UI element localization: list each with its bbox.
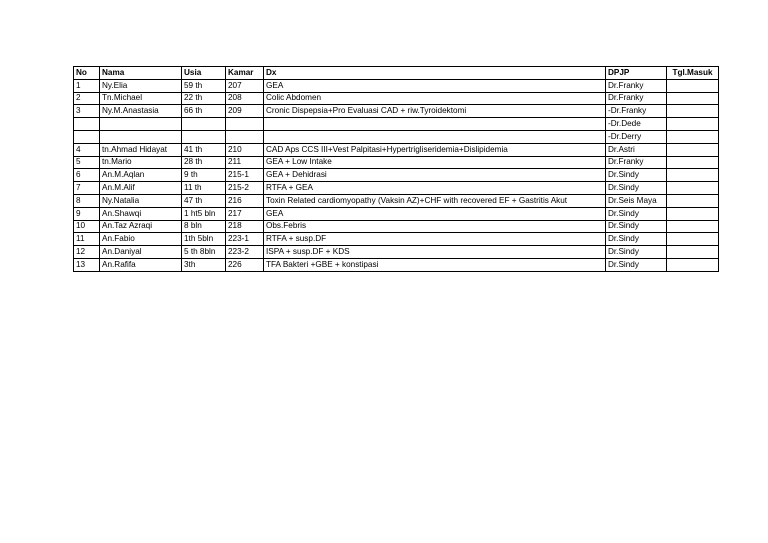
table-row bbox=[74, 182, 719, 195]
cell-usia: 41 th bbox=[182, 143, 226, 156]
cell-tgl bbox=[667, 220, 719, 233]
cell-kamar: 211 bbox=[226, 156, 264, 169]
cell-dpjp: Dr.Sindy bbox=[606, 246, 667, 259]
cell-dpjp: -Dr.Franky bbox=[606, 105, 667, 118]
cell-dx: GEA + Low Intake bbox=[264, 156, 606, 169]
cell-tgl bbox=[667, 92, 719, 105]
cell-dpjp: -Dr.Derry bbox=[606, 130, 667, 143]
cell-nama: tn.Ahmad Hidayat bbox=[100, 143, 182, 156]
cell-no: 1 bbox=[74, 79, 100, 92]
cell-dx: GEA bbox=[264, 207, 606, 220]
cell-tgl bbox=[667, 246, 719, 259]
cell-kamar: 209 bbox=[226, 105, 264, 118]
cell-kamar: 216 bbox=[226, 194, 264, 207]
cell-dpjp: Dr.Sindy bbox=[606, 169, 667, 182]
cell-tgl bbox=[667, 143, 719, 156]
cell-no bbox=[74, 130, 100, 143]
table-row bbox=[74, 233, 719, 246]
cell-dx: ISPA + susp.DF + KDS bbox=[264, 246, 606, 259]
table-row bbox=[74, 220, 719, 233]
cell-dx: RTFA + susp.DF bbox=[264, 233, 606, 246]
cell-tgl bbox=[667, 118, 719, 131]
cell-dx: Toxin Related cardiomyopathy (Vaksin AZ)+CHF with recovered EF + Gastritis Akut bbox=[264, 194, 606, 207]
cell-kamar: 215-1 bbox=[226, 169, 264, 182]
cell-kamar: 226 bbox=[226, 258, 264, 271]
cell-nama: An.Daniyal bbox=[100, 246, 182, 259]
cell-nama: An.Shawqi bbox=[100, 207, 182, 220]
table-row bbox=[74, 156, 719, 169]
cell-nama: Ny.M.Anastasia bbox=[100, 105, 182, 118]
cell-usia: 11 th bbox=[182, 182, 226, 195]
table-row bbox=[74, 246, 719, 259]
header-kamar: Kamar bbox=[226, 67, 264, 80]
cell-nama: tn.Mario bbox=[100, 156, 182, 169]
cell-dx: Colic Abdomen bbox=[264, 92, 606, 105]
cell-tgl bbox=[667, 182, 719, 195]
patient-sheet bbox=[73, 66, 719, 272]
cell-nama bbox=[100, 130, 182, 143]
cell-tgl bbox=[667, 156, 719, 169]
cell-usia: 5 th 8bln bbox=[182, 246, 226, 259]
cell-dx: TFA Bakteri +GBE + konstipasi bbox=[264, 258, 606, 271]
table-body bbox=[74, 79, 719, 271]
table-row bbox=[74, 105, 719, 118]
cell-usia: 66 th bbox=[182, 105, 226, 118]
cell-dpjp: Dr.Sindy bbox=[606, 220, 667, 233]
cell-nama: An.M.Aqlan bbox=[100, 169, 182, 182]
header-no: No bbox=[74, 67, 100, 80]
cell-no: 5 bbox=[74, 156, 100, 169]
cell-tgl bbox=[667, 130, 719, 143]
cell-usia: 8 bln bbox=[182, 220, 226, 233]
cell-nama: Ny.Natalia bbox=[100, 194, 182, 207]
table-row bbox=[74, 169, 719, 182]
cell-dpjp: Dr.Franky bbox=[606, 79, 667, 92]
cell-no: 4 bbox=[74, 143, 100, 156]
header-dx: Dx bbox=[264, 67, 606, 80]
cell-dx: Obs.Febris bbox=[264, 220, 606, 233]
cell-dpjp: Dr.Seis Maya bbox=[606, 194, 667, 207]
table-row bbox=[74, 79, 719, 92]
cell-no: 8 bbox=[74, 194, 100, 207]
cell-no: 11 bbox=[74, 233, 100, 246]
cell-usia: 9 th bbox=[182, 169, 226, 182]
cell-dx: Cronic Dispepsia+Pro Evaluasi CAD + riw.Tyroidektomi bbox=[264, 105, 606, 118]
table-row bbox=[74, 130, 719, 143]
cell-dpjp: Dr.Sindy bbox=[606, 182, 667, 195]
cell-dpjp: Dr.Franky bbox=[606, 92, 667, 105]
cell-kamar: 218 bbox=[226, 220, 264, 233]
cell-dx: RTFA + GEA bbox=[264, 182, 606, 195]
cell-usia: 47 th bbox=[182, 194, 226, 207]
cell-no: 10 bbox=[74, 220, 100, 233]
cell-kamar: 223-2 bbox=[226, 246, 264, 259]
table-header-row bbox=[74, 67, 719, 80]
cell-nama: Tn.Michael bbox=[100, 92, 182, 105]
cell-no: 2 bbox=[74, 92, 100, 105]
cell-dx: CAD Aps CCS III+Vest Palpitasi+Hypertrigliseridemia+Dislipidemia bbox=[264, 143, 606, 156]
cell-usia bbox=[182, 118, 226, 131]
cell-no: 3 bbox=[74, 105, 100, 118]
table-row bbox=[74, 143, 719, 156]
cell-dx bbox=[264, 118, 606, 131]
cell-nama: An.Fabio bbox=[100, 233, 182, 246]
table-row bbox=[74, 92, 719, 105]
cell-kamar bbox=[226, 118, 264, 131]
cell-tgl bbox=[667, 207, 719, 220]
table-row bbox=[74, 118, 719, 131]
cell-kamar: 208 bbox=[226, 92, 264, 105]
cell-dpjp: -Dr.Dede bbox=[606, 118, 667, 131]
cell-dpjp: Dr.Astri bbox=[606, 143, 667, 156]
cell-usia: 1th 5bln bbox=[182, 233, 226, 246]
cell-tgl bbox=[667, 79, 719, 92]
cell-no bbox=[74, 118, 100, 131]
cell-dpjp: Dr.Sindy bbox=[606, 258, 667, 271]
cell-no: 7 bbox=[74, 182, 100, 195]
table-row bbox=[74, 207, 719, 220]
cell-nama bbox=[100, 118, 182, 131]
cell-dpjp: Dr.Sindy bbox=[606, 207, 667, 220]
table-row bbox=[74, 258, 719, 271]
header-tgl-masuk: Tgl.Masuk bbox=[667, 67, 719, 80]
cell-dx: GEA + Dehidrasi bbox=[264, 169, 606, 182]
patient-table bbox=[73, 66, 719, 272]
cell-dpjp: Dr.Sindy bbox=[606, 233, 667, 246]
cell-usia: 59 th bbox=[182, 79, 226, 92]
cell-nama: An.Taz Azraqi bbox=[100, 220, 182, 233]
header-nama: Nama bbox=[100, 67, 182, 80]
cell-tgl bbox=[667, 169, 719, 182]
cell-tgl bbox=[667, 105, 719, 118]
cell-usia: 28 th bbox=[182, 156, 226, 169]
table-row bbox=[74, 194, 719, 207]
cell-tgl bbox=[667, 258, 719, 271]
cell-tgl bbox=[667, 233, 719, 246]
cell-nama: An.M.Alif bbox=[100, 182, 182, 195]
cell-kamar: 210 bbox=[226, 143, 264, 156]
cell-nama: An.Rafifa bbox=[100, 258, 182, 271]
cell-dpjp: Dr.Franky bbox=[606, 156, 667, 169]
cell-kamar bbox=[226, 130, 264, 143]
cell-no: 13 bbox=[74, 258, 100, 271]
cell-usia: 22 th bbox=[182, 92, 226, 105]
cell-no: 12 bbox=[74, 246, 100, 259]
cell-dx bbox=[264, 130, 606, 143]
cell-kamar: 215-2 bbox=[226, 182, 264, 195]
cell-no: 9 bbox=[74, 207, 100, 220]
cell-kamar: 223-1 bbox=[226, 233, 264, 246]
header-dpjp: DPJP bbox=[606, 67, 667, 80]
cell-dx: GEA bbox=[264, 79, 606, 92]
cell-usia: 1 ht5 bln bbox=[182, 207, 226, 220]
cell-kamar: 217 bbox=[226, 207, 264, 220]
cell-usia: 3th bbox=[182, 258, 226, 271]
cell-kamar: 207 bbox=[226, 79, 264, 92]
cell-no: 6 bbox=[74, 169, 100, 182]
header-usia: Usia bbox=[182, 67, 226, 80]
cell-usia bbox=[182, 130, 226, 143]
cell-tgl bbox=[667, 194, 719, 207]
cell-nama: Ny.Elia bbox=[100, 79, 182, 92]
